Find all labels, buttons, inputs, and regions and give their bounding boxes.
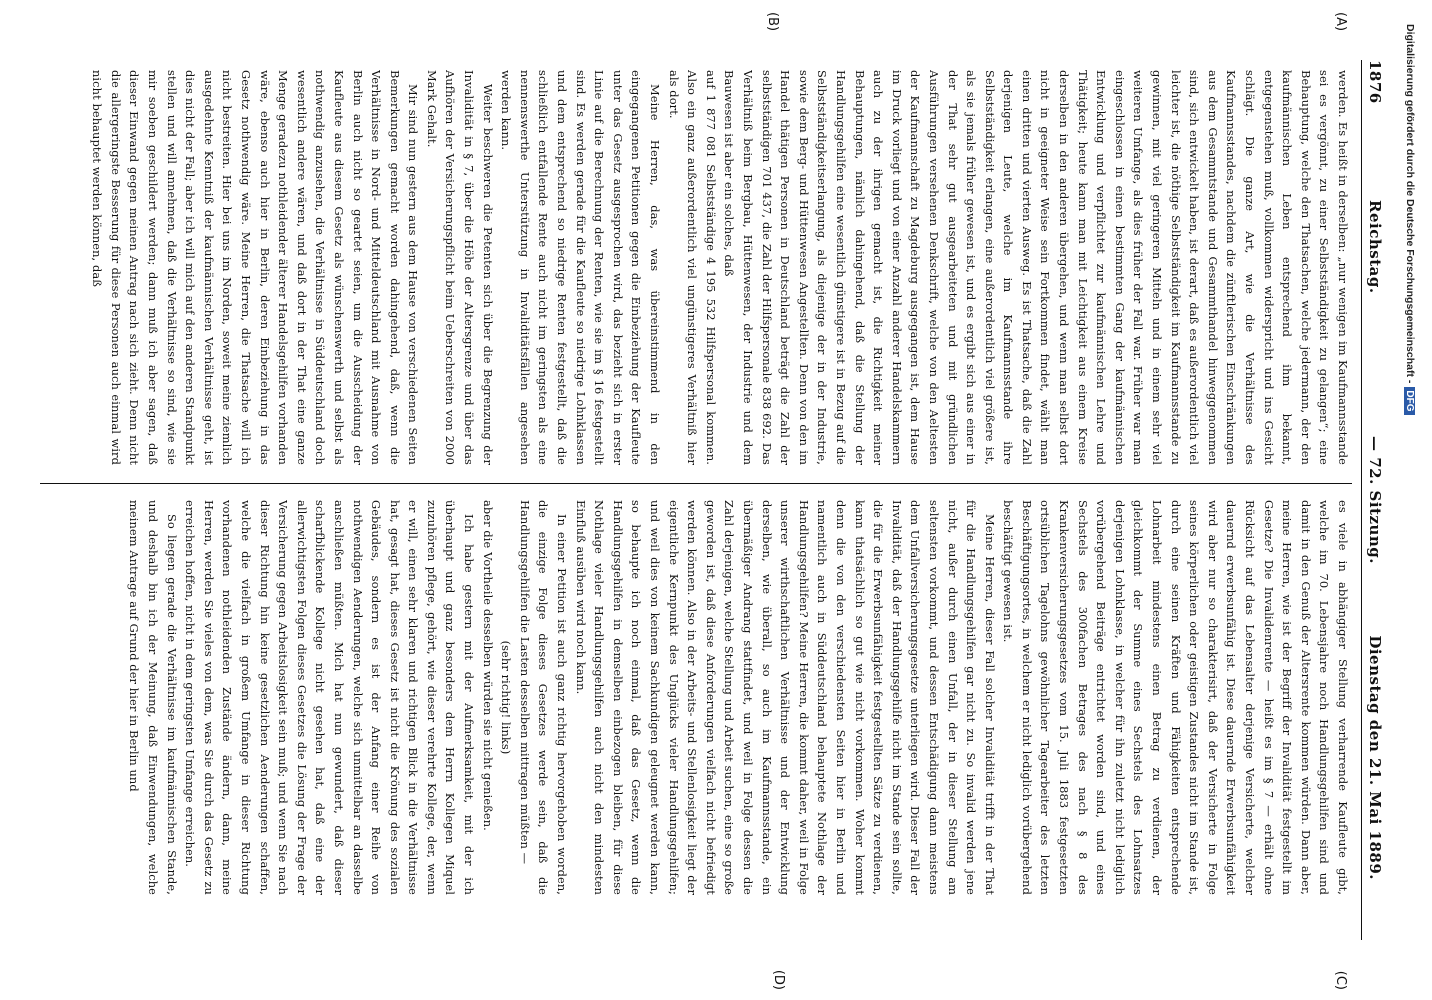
paragraph: Meine Herren, das, was übereinstimmend in den eingegangenen Petitionen gegen die Einbeziehung der Kaufleute unter das Gesetz ausgesprochen wird, das bezieht sich in erster Linie auf die Berechnung der Renten, wie sie im § 16 festgestellt sind. Es werden gerade für die Kaufleute so niedrige Lohnklassen und dem entsprechend so niedrige Renten festgestellt, daß die schließlich entfallende Rente auch nicht im geringsten als eine nennenswerthe Unterstützung in Invaliditätsfällen angesehen werden kann.	[499, 70, 663, 465]
page-number: 1876	[1366, 60, 1384, 104]
margin-marker-c: (C)	[1333, 970, 1348, 990]
margin-marker-a: (A)	[1333, 12, 1348, 32]
paragraph: Weiter beschweren die Petenten sich über die Begrenzung der Invalidität in § 7, über die Höhe der Altersgrenze und über das Aufhören der Versicherungspflicht beim Ueberschreiten von 2000 Mark Gehalt.	[424, 70, 495, 465]
paragraph: auf 1 877 081 Selbstständige 4 195 532 Hilfspersonal kommen. Also ein ganz außerordentlich viel ungünstigeres Verhältniß hier als dort.	[666, 70, 718, 465]
paragraph: Ich habe gestern mit der Aufmerksamkeit, mit der ich überhaupt und ganz besonders dem Herrn Kollegen Miquel zuzuhören pflege, gehört, wie dieser verehrte Kollege, der, wenn er will, einen sehr klaren und richtigen Blick in die Verhältnisse hat, gesagt hat, dieses Gesetz ist nicht die Krönung des sozialen Gebäudes, sondern es ist der Anfang einer Reihe von nothwendigen Aenderungen, welche sich unmittelbar an dasselbe anschließen müßten. Mich hat nun gewundert, daß dieser scharfblickende Kollege nicht gesehen hat, daß eine der allerwichtigsten Folgen dieses Gesetzes die Lösung der Frage der Versicherung gegen Arbeitslosigkeit sein muß; und wenn Sie nach dieser Richtung hin keine gesetzlichen Aenderungen schaffen, welche die vielfach in großem Umfange in dieser Richtung vorhandenen nothleidenden Zustände ändern, dann, meine Herren, werden Sie vieles von dem, was Sie durch das Gesetz zu erreichen hoffen, nicht in dem geringsten Umfange erreichen.	[183, 500, 477, 895]
paragraph: Meine Herren, dieser Fall solcher Invalidität trifft in der That für die Handlungsgehilfen gar nicht zu. So invalid werden jene nicht, außer durch einen Unfall, der in dieser Stellung am seltensten vorkommt, und dessen Entschädigung dann meistens dem Unfallversicherungsgesetze unterliegen wird. Dieser Fall der Invalidität, daß der Handlungsgehilfe nicht im Stande sein sollte, die für die Erwerbsunfähigkeit festgestellten Sätze zu verdienen, kann thatsächlich so gut wie nicht vorkommen. Woher kommt denn die von den verschiedensten Seiten hier in Berlin und namentlich auch in Süddeutschland behauptete Nothlage der Handlungsgehilfen? Meine Herren, die kommt daher, weil in Folge unserer wirthschaftlichen Verhältnisse und der Entwicklung derselben, wie überall, so auch im Kaufmannsstande, ein übermäßiger Andrang stattfindet, und weil in Folge dessen die Zahl derjenigen, welche Stellung und Arbeit suchen, eine so große geworden ist, daß diese Anforderungen vielfach nicht befriedigt werden können. Also in der Arbeits- und Stellenlosigkeit liegt der eigentliche Kernpunkt des Unglücks vieler Handlungsgehilfen; und weil dies von keinem Sachkundigen geleugnet werden kann, so behaupte ich noch einmal, daß das Gesetz, wenn die Handlungsgehilfen in demselben einbezogen bleiben, für diese Nothlage vieler Handlungsgehilfen auch nicht den mindesten Einfluß ausüben wird noch kann.	[573, 500, 997, 895]
publication-title: Reichstag.	[1366, 200, 1384, 294]
interjection: (sehr richtig! links)	[499, 640, 514, 755]
digitization-note: Digitalisierung gefördert durch die Deutsche Forschungsgemeinschaft -	[1404, 24, 1416, 384]
column-divider	[40, 483, 1352, 484]
text-columns	[40, 12, 1352, 990]
right-column	[40, 500, 1352, 895]
paragraph: So liegen gerade die Verhältnisse im kaufmännischen Stande, und deshalb bin ich der Meinung, daß Einwendungen, welche meinem Antrage auf Grund der hier in Berlin und	[127, 500, 179, 895]
session-date: Dienstag den 21. Mai 1889.	[1366, 635, 1384, 880]
margin-marker-d: (D)	[771, 969, 786, 990]
digitization-credit	[1404, 24, 1416, 415]
left-column	[40, 70, 1352, 465]
dfg-logo: DFG	[1404, 387, 1415, 414]
paragraph: aber die Vortheile desselben würden sie nicht genießen.	[480, 500, 495, 831]
page-header	[1361, 60, 1392, 940]
paragraph: Mir sind nun gestern aus dem Hause von verschiedenen Seiten Bemerkungen gemacht worden dahingehend, daß, wenn die Verhältnisse in Nord- und Mitteldeutschland mit Ausnahme von Berlin auch nicht so geartet seien, um die Ausscheidung der Kaufleute aus diesem Gesetz als wünschenswerth und selbst als nothwendig anzusehen, die Verhältnisse in Süddeutschland doch wesentlich andere wären, und daß dort in der That eine ganze Menge geradezu nothleidender älterer Handelsgehilfen vorhanden wäre, ebenso auch hier in Berlin, deren Einbeziehung in das Gesetz nothwendig wäre. Meine Herren, die Thatsache will ich nicht bestreiten. Hier bei uns im Norden, soweit meine ziemlich ausgedehnte Kenntniß der kaufmännischen Verhältnisse geht, ist dies nicht der Fall; aber ich will mich auf den anderen Standpunkt stellen und will annehmen, daß die Verhältnisse so sind, wie sie mir soeben geschildert werden; dann muß ich aber sagen, daß dieser Einwand gegen meinen Antrag nach sich zieht. Denn nicht die allergeringste Besserung für diese Personen auch einmal wird nicht behauptet werden können, daß	[90, 70, 421, 465]
session-label: — 72. Sitzung.	[1366, 435, 1384, 565]
paragraph: es viele in abhängiger Stellung verharrende Kaufleute gibt, welche im 70. Lebensjahre noch Handlungsgehilfen sind und damit in den Genuß der Altersrente kommen würden. Dann aber, meine Herren, wie ist der Begriff der Invalidität festgestellt im Gesetze? Die Invalidenrente — heißt es im § 7 — erhält ohne Rücksicht auf das Lebensalter derjenige Versicherte, welcher dauernd erwerbsunfähig ist. Diese dauernde Erwerbsunfähigkeit wird aber nur so charakterisirt, daß der Versicherte in Folge seines körperlichen oder geistigen Zustandes nicht im Stande ist, durch eine seinen Kräften und Fähigkeiten entsprechende Lohnarbeit mindestens einen Betrag zu verdienen, der gleichkommt der Summe eines Sechstels des Lohnsatzes derjenigen Lohnklasse, in welcher für ihn zuletzt nicht lediglich vorübergehend Beiträge entrichtet worden sind, und eines Sechstels des 300fachen Betrages des nach § 8 des Krankenversicherungsgesetzes vom 15. Juli 1883 festgesetzten ortsüblichen Tagelohns gewöhnlicher Tagearbeiter des letzten Beschäftigungsortes, in welchem er nicht lediglich vorübergehend beschäftigt gewesen ist.	[1001, 500, 1350, 895]
paragraph: In einer Petition ist auch ganz richtig hervorgehoben worden, die einzige Folge dieses Gesetzes werde sein, daß die Handlungsgehilfen die Lasten desselben mittragen müßten —	[517, 500, 570, 895]
margin-marker-b: (B)	[765, 12, 780, 32]
paragraph: werden. Es heißt in derselben: „nur wenigen im Kaufmannsstande sei es vergönnt, zu einer Selbstständigkeit zu gelangen“; eine Behauptung, welche den Thatsachen, welche jedermann, der den kaufmännischen Leben entsprechend ihm bekannt, entgegenstehen muß, vollkommen widerspricht und ins Gesicht schlägt. Die ganze Art, wie die Verhältnisse des Kaufmannsstandes, nachdem die zünftlerischen Einschränkungen aus dem Gesammtstande und Gesammthandel hinweggenommen sind, sich entwickelt haben, ist derart, daß es außerordentlich viel leichter ist, die nöthige Selbstständigkeit im Kaufmannsstande zu gewinnen, mit viel geringeren Mitteln und in einem sehr viel weiteren Umfange, als dies früher der Fall war. Früher war man eingeschlossen in einen bestimmten Gang der kaufmännischen Entwicklung und verpflichtet zur kaufmännischen Lehre und Thätigkeit; heute kann man mit Leichtigkeit aus einem Kreise derselben in den anderen übergehen, und wenn man selbst dort nicht in geeigneter Weise sein Fortkommen findet, wählt man einen dritten und vierten Ausweg. Es ist Thatsache, daß die Zahl derjenigen Leute, welche im Kaufmannsstande ihre Selbstständigkeit erlangen, eine außerordentlich viel größere ist, als sie jemals früher gewesen ist, und es ergibt sich aus einer in der That sehr gut ausgearbeiteten und mit gründlichen Ausführungen versehenen Denkschrift, welche von den Aeltesten der Kaufmannschaft zu Magdeburg ausgegangen ist, dem Hause im Druck vorliegt und von einer Anzahl anderer Handelskammern auch zu der ihrigen gemacht ist, die Richtigkeit meiner Behauptungen, nämlich dahingehend, daß die Stellung der Handlungsgehilfen eine wesentlich günstigere ist in Bezug auf die Selbstständigkeitserlangung, als diejenige der in der Industrie, sowie dem Berg- und Hüttenwesen Angestellten. Denn von den im Handel thätigen Personen in Deutschland beträgt die Zahl der selbstständigen 701 437, die Zahl der Hilfspersonale 838 692. Das Verhältniß beim Bergbau, Hüttenwesen, der Industrie und dem Bauwesen ist aber ein solches, daß	[722, 70, 1350, 465]
